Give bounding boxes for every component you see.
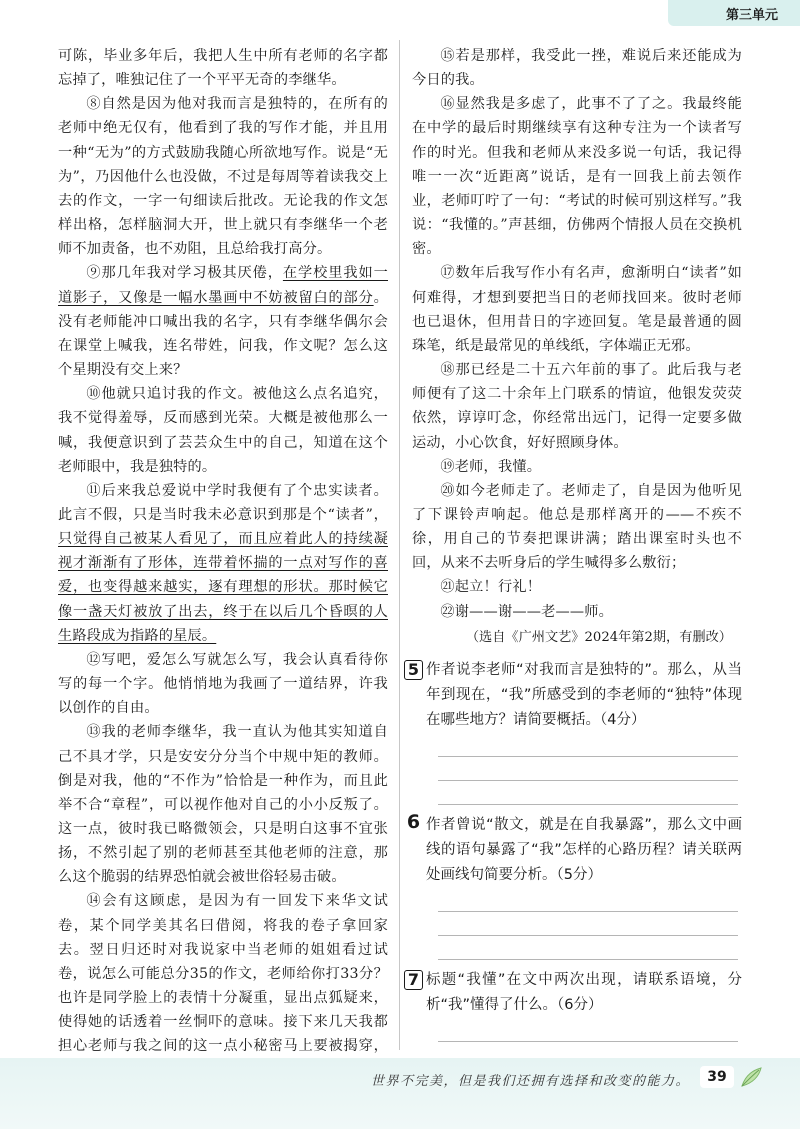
answer-line[interactable] bbox=[438, 781, 738, 805]
paragraph-9-start: ⑨那几年我对学习极其厌倦， bbox=[86, 265, 283, 282]
paragraph-9-end: 。没有老师能冲口喊出我的名字，只有李继华偶尔会在课堂上喊我，连名带姓，问我，作文呢？怎么这个星期没有交上来？ bbox=[58, 289, 388, 379]
page-footer bbox=[0, 1058, 800, 1129]
question-number-badge: 7 bbox=[404, 970, 423, 990]
paragraph-22: ㉒谢——谢——老——师。 bbox=[440, 603, 614, 620]
answer-line[interactable] bbox=[438, 757, 738, 781]
left-column bbox=[58, 44, 388, 1107]
question-number-badge: 5 bbox=[404, 660, 423, 680]
unit-label: 第三单元 bbox=[725, 8, 778, 23]
paragraph-18: ⑱那已经是二十五六年前的事了。此后我与老师便有了这二十余年上门联系的情谊，他银发荧荧依然，谆谆叮念，你经常出远门，记得一定要多做运动，小心饮食，好好照顾身体。 bbox=[412, 362, 742, 451]
answer-line[interactable] bbox=[438, 936, 738, 960]
paragraph-21: ㉑起立！行礼！ bbox=[440, 579, 542, 596]
paragraph-11-start: ⑪后来我总爱说中学时我便有了个忠实读者。此言不假，只是当时我未必意识到那是个“读者”， bbox=[58, 482, 388, 523]
unit-label-tab bbox=[668, 0, 800, 26]
paragraph-17: ⑰数年后我写作小有名声，愈渐明白“读者”如何难得，才想到要把当日的老师找回来。彼时老师也已退休，但用昔日的字迹回复。笔是最普通的圆珠笔，纸是最常见的单线纸，字体端正无邪。 bbox=[412, 265, 742, 354]
page-number: 39 bbox=[700, 1066, 734, 1088]
paragraph-20: ⑳如今老师走了。老师走了，自是因为他听见了下课铃声响起。他总是那样离开的——不疾不徐，用自己的节奏把课讲满；踏出课室时头也不回，从来不去听身后的学生喊得多么敷衍； bbox=[412, 482, 742, 572]
underlined-sentence-1: 在学校里我如一道影子，又像是一幅水墨画中不妨被留白的部分 bbox=[58, 265, 388, 306]
question-5 bbox=[407, 658, 742, 805]
paragraph-7-continued: 可陈，毕业多年后，我把人生中所有老师的名字都忘掉了，唯独记住了一个平平无奇的李继华。 bbox=[58, 48, 388, 89]
paragraph-10: ⑩他就只追讨我的作文。被他这么点名追究，我不觉得羞辱，反而感到光荣。大概是被他那么一喊，我便意识到了芸芸众生中的自己，知道在这个老师眼中，我是独特的。 bbox=[58, 386, 388, 475]
question-6 bbox=[406, 810, 742, 960]
paragraph-9 bbox=[58, 261, 388, 382]
question-text: 作者说李老师“对我而言是独特的”。那么，从当年到现在，“我”所感受到的李老师的“独特”体现在哪些地方？请简要概括。（4分） bbox=[426, 661, 742, 728]
footer-motto: 世界不完美，但是我们还拥有选择和改变的能力。 bbox=[370, 1074, 690, 1089]
column-divider bbox=[399, 40, 400, 1050]
question-number-badge: 6 bbox=[406, 810, 421, 833]
paragraph-19: ⑲老师，我懂。 bbox=[440, 458, 542, 475]
paragraph-13: ⑬我的老师李继华，我一直认为他其实知道自己不具才学，只是安安分分当个中规中矩的教师。倒是对我，他的“不作为”恰恰是一种作为，而且此举不合“章程”，可以视作他对自己的小小反叛了。这一点，彼时我已略微领会，只是明白这事不宜张扬，不然引起了别的老师甚至其他老师的注意，那么这个脆弱的结界恐怕就会被世俗轻易击破。 bbox=[58, 724, 388, 886]
question-text: 标题“我懂”在文中两次出现，请联系语境，分析“我”懂得了什么。（6分） bbox=[426, 971, 742, 1013]
paragraph-15: ⑮若是那样，我受此一挫，难说后来还能成为今日的我。 bbox=[412, 48, 742, 89]
paragraph-12: ⑫写吧，爱怎么写就怎么写，我会认真看待你写的每一个字。他悄悄地为我画了一道结界，许我以创作的自由。 bbox=[58, 651, 388, 717]
paragraph-16: ⑯显然我是多虑了，此事不了了之。我最终能在中学的最后时期继续享有这种专注为一个读者写作的时光。但我和老师从来没多说一句话，我记得唯一一次“近距离”说话，是有一回我上前去领作业，老师叮咛了一句：“考试的时候可别这样写。”我说：“我懂的。”声甚细，仿佛两个情报人员在交换机密。 bbox=[412, 96, 742, 258]
underlined-sentence-2: 只觉得自己被某人看见了，而且应着此人的持续凝视才渐渐有了形体，连带着怀揣的一点对写作的喜爱，也变得越来越实，逐有理想的形状。那时候它像一盏天灯被放了出去，终于在以后几个昏暝的人生路段成为指路的星辰。 bbox=[58, 531, 388, 644]
right-column bbox=[406, 44, 742, 1090]
paragraph-8: ⑧自然是因为他对我而言是独特的，在所有的老师中绝无仅有，他看到了我的写作才能，并且用一种“无为”的方式鼓励我随心所欲地写作。说是“无为”，乃因他什么也没做，不过是每周等着读我交上去的作文，一字一句细读后批改。无论我的作文怎样出格，怎样脑洞大开，世上就只有李继华一个老师不加责备，也不劝阻，且总给我打高分。 bbox=[58, 96, 388, 258]
paragraph-11 bbox=[58, 479, 388, 648]
answer-line[interactable] bbox=[438, 912, 738, 936]
leaf-icon bbox=[738, 1064, 764, 1090]
paragraph-14: ⑭会有这顾虑，是因为有一回发下来华文试卷，某个同学美其名曰借阅，将我的卷子拿回家去。翌日归还时对我说家中当老师的姐姐看过试卷，说怎么可能总分35的作文，老师给你打33分？也许是同学脸上的表情十分凝重，显出点狐疑来，使得她的话透着一丝恫吓的意味。接下来几天我都担心老师与我之间的这一点小秘密马上要被揭穿， bbox=[58, 893, 388, 1055]
source-citation: （选自《广州文艺》2024年第2期，有删改） bbox=[465, 629, 732, 645]
answer-line[interactable] bbox=[438, 1018, 738, 1042]
question-text: 作者曾说“散文，就是在自我暴露”，那么文中画线的语句暴露了“我”怎样的心路历程？请关联两处画线句简要分析。（5分） bbox=[426, 816, 742, 883]
answer-line[interactable] bbox=[438, 888, 738, 912]
answer-line[interactable] bbox=[438, 733, 738, 757]
